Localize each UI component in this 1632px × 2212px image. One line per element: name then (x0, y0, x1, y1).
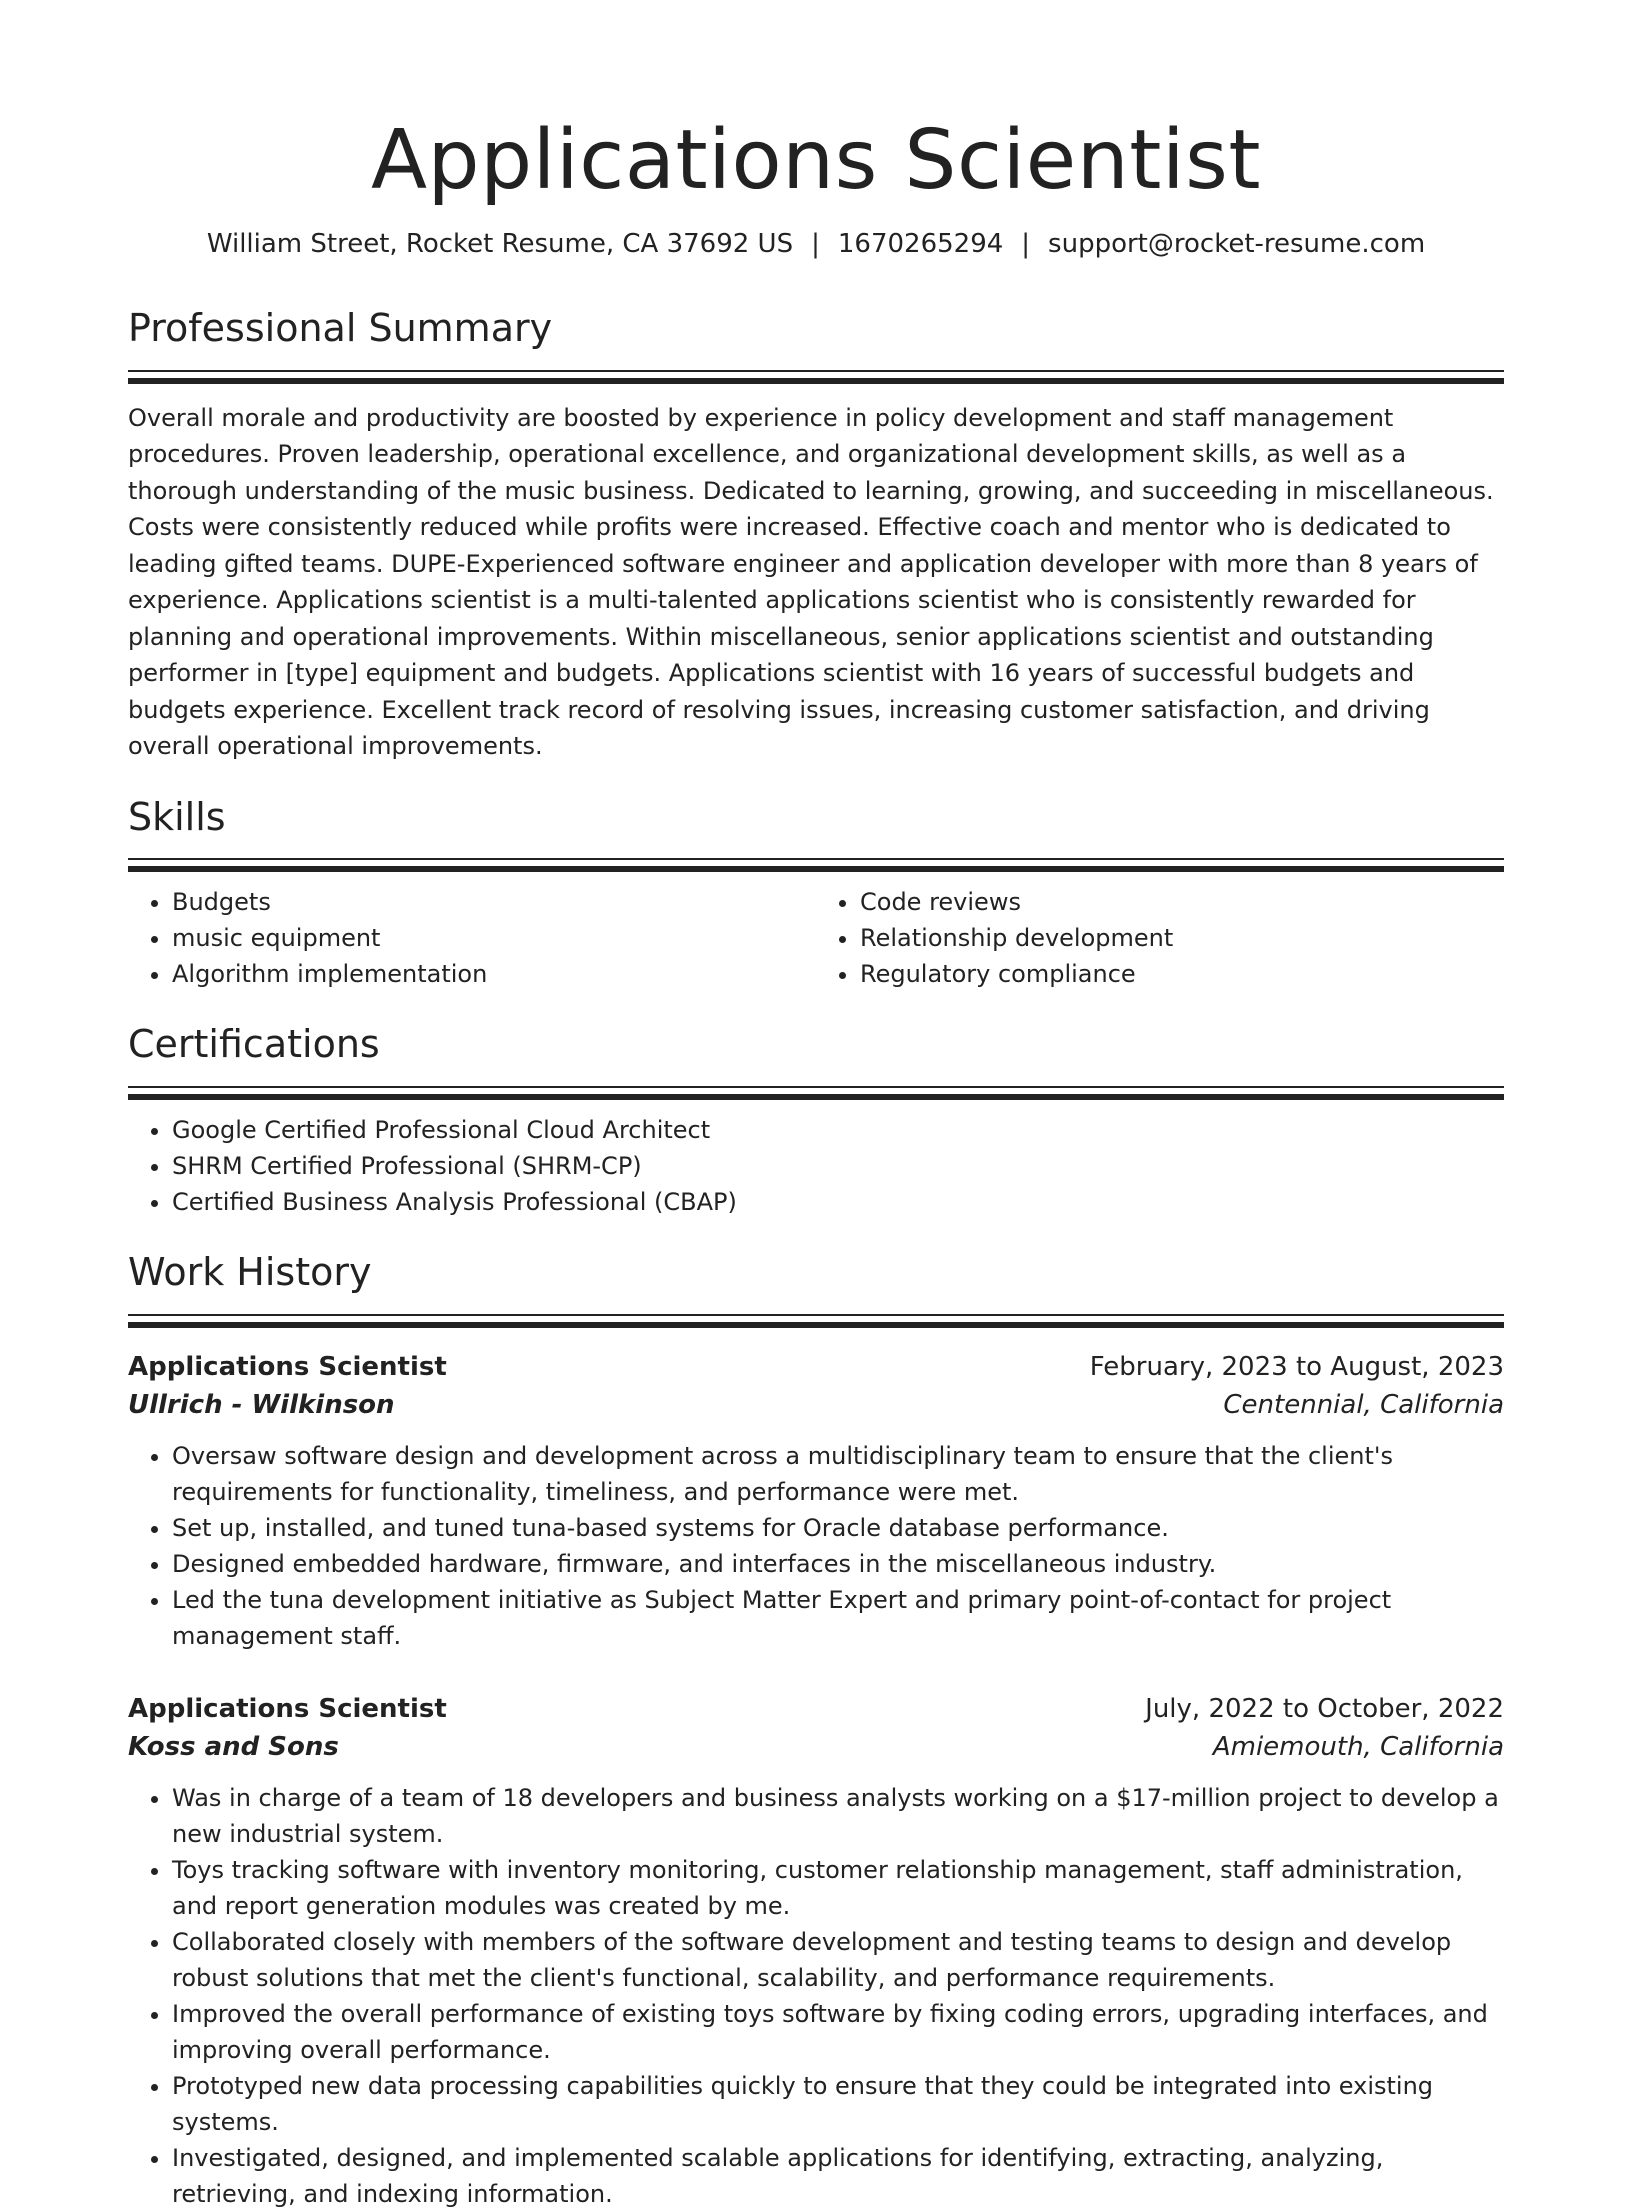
job-bullet: • Improved the overall performance of existing toys software by fixing coding errors, upgrading interfaces, and improving overall performance. (172, 1996, 1504, 2068)
summary-section (128, 306, 1504, 765)
certifications-list (128, 1112, 1504, 1220)
skills-grid (128, 884, 1504, 992)
skill-item: • Algorithm implementation (172, 956, 816, 992)
job-location: Centennial, California (1223, 1389, 1504, 1420)
resume-name: Applications Scientist (370, 113, 1262, 208)
job-bullet: • Prototyped new data processing capabilities quickly to ensure that they could be integrated into existing systems. (172, 2068, 1504, 2140)
skills-section (128, 795, 1504, 993)
section-divider (128, 1094, 1504, 1100)
certification-item: • SHRM Certified Professional (SHRM-CP) (172, 1148, 1504, 1184)
job-entry (128, 1690, 1504, 2212)
job-bullet: • Toys tracking software with inventory monitoring, customer relationship management, staff administration, and report generation modules was created by me. (172, 1852, 1504, 1924)
job-bullets (128, 1780, 1504, 2212)
job-header-row (128, 1690, 1504, 1728)
job-dates: February, 2023 to August, 2023 (1089, 1351, 1504, 1382)
job-company: Ullrich - Wilkinson (128, 1389, 395, 1420)
job-company-row (128, 1386, 1504, 1424)
job-title: Applications Scientist (128, 1351, 447, 1382)
section-divider (128, 378, 1504, 384)
certifications-section (128, 1022, 1504, 1220)
job-title: Applications Scientist (128, 1693, 447, 1724)
job-bullet: • Oversaw software design and development across a multidisciplinary team to ensure that the client's requirements for functionality, timeliness, and performance were met. (172, 1438, 1504, 1510)
contact-separator: | (811, 229, 820, 260)
certification-item: • Google Certified Professional Cloud Architect (172, 1112, 1504, 1148)
contact-phone: 1670265294 (837, 229, 1004, 260)
section-title: Certifications (128, 1022, 380, 1067)
job-header-row (128, 1348, 1504, 1386)
section-divider (128, 866, 1504, 872)
section-title: Skills (128, 794, 226, 839)
section-divider (128, 858, 1504, 860)
skill-item: • Budgets (172, 884, 816, 920)
job-entry (128, 1348, 1504, 1654)
skills-column-left (128, 884, 816, 992)
work-history-section (128, 1250, 1504, 2212)
job-location: Amiemouth, California (1212, 1731, 1504, 1762)
contact-separator: | (1021, 229, 1031, 260)
job-bullet: • Led the tuna development initiative as Subject Matter Expert and primary point-of-contact for project management staff. (172, 1582, 1504, 1654)
job-bullet: • Investigated, designed, and implemented scalable applications for identifying, extracting, analyzing, retrieving, and indexing information. (172, 2140, 1504, 2212)
job-bullet: • Collaborated closely with members of the software development and testing teams to design and develop robust solutions that met the client's functional, scalability, and performance requirements. (172, 1924, 1504, 1996)
summary-text: Overall morale and productivity are boosted by experience in policy development and staff management procedures. Proven leadership, operational excellence, and organizational development skills, as well as a thorough understanding of the music business. Dedicated to learning, growing, and succeeding in miscellaneous. Costs were consistently reduced while profits were increased. Effective coach and mentor who is dedicated to leading gifted teams. DUPE-Experienced software engineer and application developer with more than 8 years of experience. Applications scientist is a multi-talented applications scientist who is consistently rewarded for planning and operational improvements. Within miscellaneous, senior applications scientist and outstanding performer in [type] equipment and budgets. Applications scientist with 16 years of successful budgets and budgets experience. Excellent track record of resolving issues, increasing customer satisfaction, and driving overall operational improvements. (128, 403, 1494, 761)
section-title: Professional Summary (128, 306, 553, 351)
section-title: Work History (128, 1249, 372, 1294)
job-company-row (128, 1728, 1504, 1766)
skill-item: • music equipment (172, 920, 816, 956)
job-bullet: • Designed embedded hardware, firmware, and interfaces in the miscellaneous industry. (172, 1546, 1504, 1582)
section-divider (128, 1314, 1504, 1316)
section-divider (128, 1322, 1504, 1328)
contact-address: William Street, Rocket Resume, CA 37692 US (206, 229, 794, 260)
section-divider (128, 370, 1504, 372)
job-bullets (128, 1438, 1504, 1654)
job-company: Koss and Sons (128, 1731, 339, 1762)
job-bullet: • Was in charge of a team of 18 developers and business analysts working on a $17-million project to develop a new industrial system. (172, 1780, 1504, 1852)
skill-item: • Regulatory compliance (860, 956, 1504, 992)
certification-item: • Certified Business Analysis Professional (CBAP) (172, 1184, 1504, 1220)
skill-item: • Relationship development (860, 920, 1504, 956)
contact-line (128, 228, 1504, 262)
job-bullet: • Set up, installed, and tuned tuna-based systems for Oracle database performance. (172, 1510, 1504, 1546)
section-divider (128, 1086, 1504, 1088)
contact-email: support@rocket-resume.com (1048, 229, 1426, 260)
skill-item: • Code reviews (860, 884, 1504, 920)
skills-column-right (816, 884, 1504, 992)
job-dates: July, 2022 to October, 2022 (1145, 1693, 1504, 1724)
